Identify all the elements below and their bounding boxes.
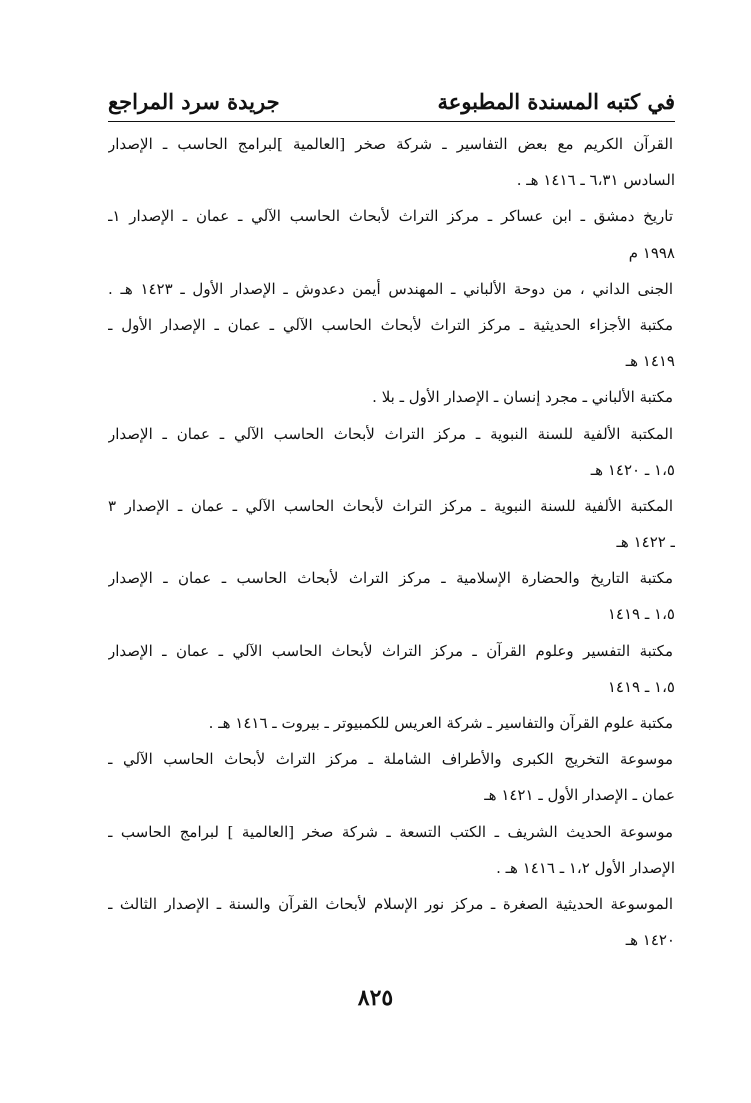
reference-line-2: السادس ٦،٣١ ـ ١٤١٦ هـ . [516, 171, 675, 190]
reference-line-23: ١٤٢٠ هـ [625, 931, 675, 950]
reference-line-3: تاريخ دمشق ـ ابن عساكر ـ مركز التراث لأبحاث الحاسب الآلي ـ عمان ـ الإصدار ١ـ [108, 207, 673, 226]
reference-line-21: الإصدار الأول ١،٢ ـ ١٤١٦ هـ . [496, 858, 675, 877]
running-header [108, 86, 675, 116]
reference-line-14: ١،٥ ـ ١٤١٩ [607, 605, 675, 624]
reference-line-7: ١٤١٩ هـ [625, 352, 675, 371]
page-number: ٨٢٥ [357, 985, 394, 1011]
header-right-title: في كتبه المسندة المطبوعة [437, 88, 675, 114]
reference-line-18: موسوعة التخريج الكبرى والأطراف الشاملة ـ مركز التراث لأبحاث الحاسب الآلي ـ [108, 750, 673, 769]
reference-line-12: ـ ١٤٢٢ هـ [616, 533, 675, 552]
reference-line-4: ١٩٩٨ م [628, 243, 675, 262]
reference-line-15: مكتبة التفسير وعلوم القرآن ـ مركز التراث لأبحاث الحاسب الآلي ـ عمان ـ الإصدار [108, 641, 673, 660]
reference-line-19: عمان ـ الإصدار الأول ـ ١٤٢١ هـ [484, 786, 675, 805]
reference-line-9: المكتبة الألفية للسنة النبوية ـ مركز التراث لأبحاث الحاسب الآلي ـ عمان ـ الإصدار [108, 424, 673, 443]
reference-line-11: المكتبة الألفية للسنة النبوية ـ مركز التراث لأبحاث الحاسب الآلي ـ عمان ـ الإصدار ٣ [108, 496, 673, 515]
header-left-title: جريدة سرد المراجع [108, 88, 280, 114]
reference-line-1: القرآن الكريم مع بعض التفاسير ـ شركة صخر [العالمية ]لبرامج الحاسب ـ الإصدار [108, 135, 673, 153]
reference-line-10: ١،٥ ـ ١٤٢٠ هـ [590, 460, 675, 479]
reference-line-6: مكتبة الأجزاء الحديثية ـ مركز التراث لأبحاث الحاسب الآلي ـ عمان ـ الإصدار الأول ـ [108, 315, 673, 334]
reference-line-16: ١،٥ ـ ١٤١٩ [607, 677, 675, 696]
header-divider [108, 121, 675, 122]
reference-line-22: الموسوعة الحديثية الصغرة ـ مركز نور الإسلام لأبحاث القرآن والسنة ـ الإصدار الثالث ـ [108, 894, 673, 913]
reference-line-8: مكتبة الألباني ـ مجرد إنسان ـ الإصدار الأول ـ بلا . [372, 388, 673, 407]
reference-line-5: الجنى الداني ، من دوحة الألباني ـ المهندس أيمن دعدوش ـ الإصدار الأول ـ ١٤٢٣ هـ . [108, 279, 674, 298]
reference-line-13: مكتبة التاريخ والحضارة الإسلامية ـ مركز التراث لأبحاث الحاسب ـ عمان ـ الإصدار [108, 569, 673, 588]
reference-line-20: موسوعة الحديث الشريف ـ الكتب التسعة ـ شركة صخر [العالمية ] لبرامج الحاسب ـ [108, 822, 673, 841]
reference-list [108, 126, 675, 958]
reference-line-17: مكتبة علوم القرآن والتفاسير ـ شركة العريس للكمبيوتر ـ بيروت ـ ١٤١٦ هـ . [208, 714, 673, 732]
